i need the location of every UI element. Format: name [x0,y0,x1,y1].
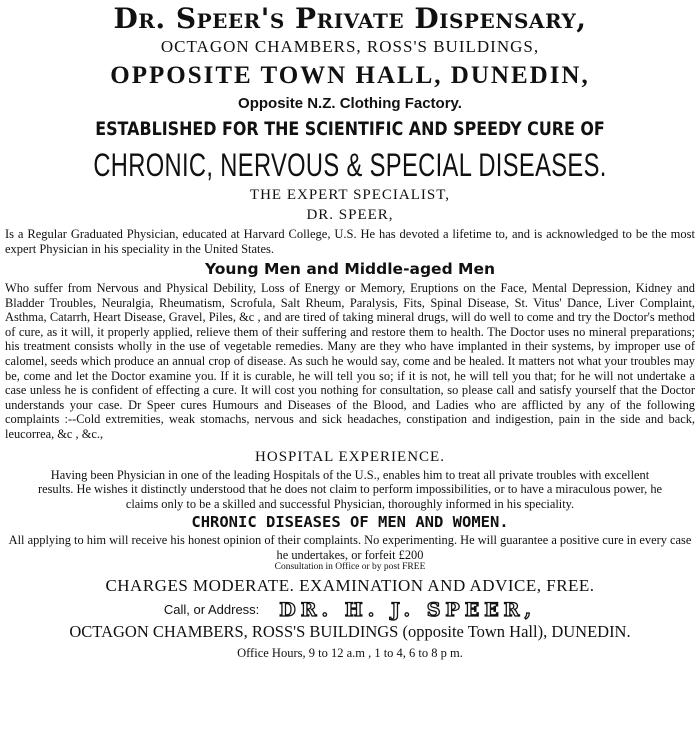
address-line: OCTAGON CHAMBERS, ROSS'S BUILDINGS (opposite Town Hall), DUNEDIN. [69,622,631,642]
intro-paragraph: Is a Regular Graduated Physician, educated at Harvard College, U.S. He has devoted a lifetime to, and is acknowledged to be the most expert Physician in his speciality in the United States. [5,227,695,256]
call-label: Call, or Address: [163,602,260,618]
landmark-line: Opposite N.Z. Clothing Factory. [238,95,462,112]
young-men-heading: Young Men and Middle-aged Men [204,260,496,278]
guarantee-paragraph: All applying to him will receive his honest opinion of their complaints. No experimenting. He will guarantee a positive cure in every case he undertakes, or forfeit £200 [8,533,692,562]
page-title: Dr. Speer's Private Dispensary, [113,2,587,35]
building-line: OCTAGON CHAMBERS, ROSS'S BUILDINGS, [160,37,540,56]
doctor-name: DR. H. J. SPEER, [279,599,537,622]
specialist-name: DR. SPEER, [306,207,394,223]
diseases-heading: CHRONIC, NERVOUS & SPECIAL DISEASES. [93,147,607,183]
charges-line: CHARGES MODERATE. EXAMINATION AND ADVICE, FREE. [105,576,595,596]
hospital-paragraph: Having been Physician in one of the leading Hospitals of the U.S., enables him to treat all private troubles with excellent results. He wishes it distinctly understood that he does not claim to perform impossibilities, or to have a miraculous power, he claims only to be a skilled and successful Physician, thoroughly informed in his speciality. [37,467,663,511]
specialist-title: THE EXPERT SPECIALIST, [249,187,451,203]
young-men-paragraph: Who suffer from Nervous and Physical Debility, Loss of Energy or Memory, Eruptions on the Face, Mental Depression, Kidney and Bladder Troubles, Neuralgia, Rheumatism, Scrofula, Salt Rheum, Paralysis, Fits, Spinal Disease, St. Vitus' Dance, Liver Complaint, Asthma, Catarrh, Heart Disease, Gravel, Piles, &c , and are tired of taking mineral drugs, will do well to come and try the Doctor's method of cure, as it will, it properly applied, relieve them of their suffering and restore them to health. The Doctor uses no mineral preparations; his treatment consists wholly in the use of vegetable remedies. Many are they who have implanted in their systems, by improper use of calomel, seeds which produce an annual crop of disease. As such he would say, come and be healed. It matters not what your troubles may be, come and let the Doctor examine you. If it is curable, he will tell you so; if it is not, he will tell you that; for he will not undertake a case unless he is confident of effecting a cure. It will cost you nothing for consultation, so please call and satisfy yourself that the Doctor understands your case. Dr Speer cures Humours and Diseases of the Blood, and Ladies who are afflicted by any of the following complaints :--Cold extremities, weak stomachs, nervous and sick headaches, constipation and indigestion, pain in the side and back, leucorrea, &c , &c., [5,281,695,441]
established-line: ESTABLISHED FOR THE SCIENTIFIC AND SPEEDY CURE OF [95,119,605,140]
office-hours: Office Hours, 9 to 12 a.m , 1 to 4, 6 to 8 p m. [237,646,463,661]
consultation-line: Consultation in Office or by post FREE [274,562,426,573]
chronic-heading: CHRONIC DISEASES OF MEN AND WOMEN. [191,513,509,532]
location-line: OPPOSITE TOWN HALL, DUNEDIN, [110,62,590,89]
call-row [3,599,697,621]
hospital-heading: HOSPITAL EXPERIENCE. [255,448,445,465]
